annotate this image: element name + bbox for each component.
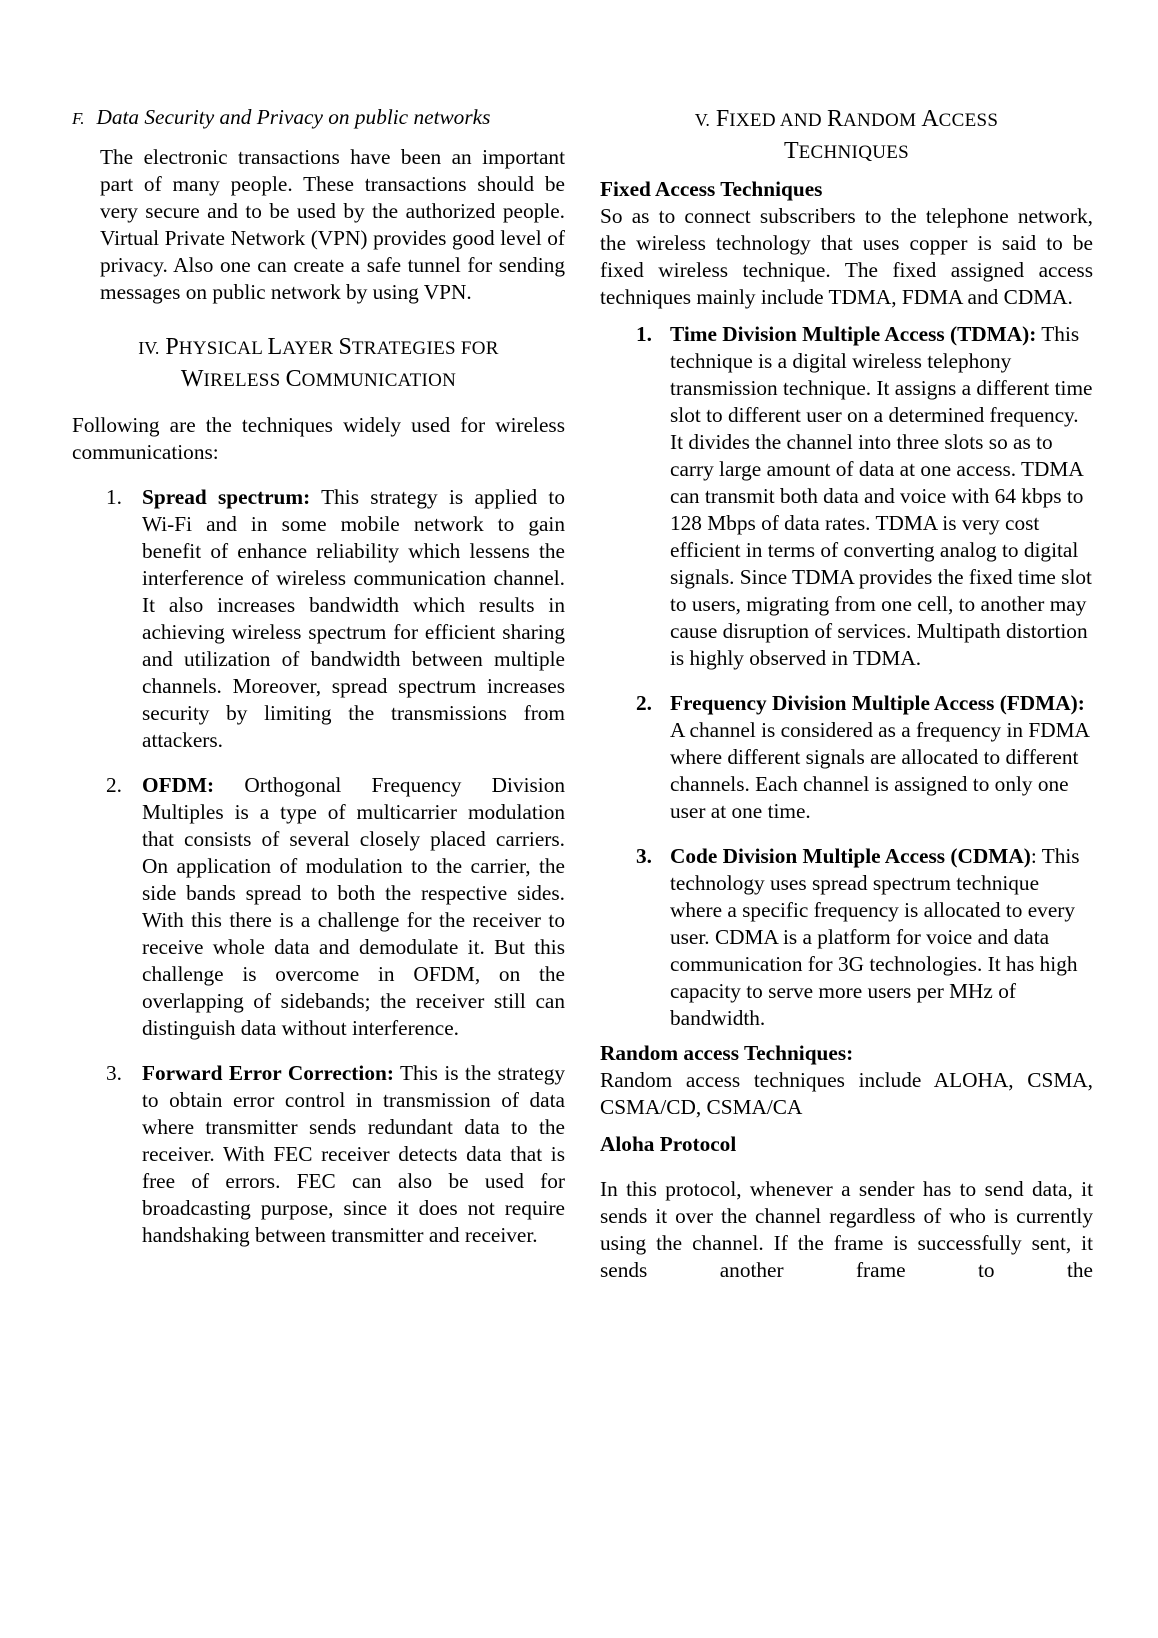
list-item-head: OFDM:: [142, 773, 215, 797]
list-item-number: 3.: [106, 1061, 122, 1085]
list-item-head: Frequency Division Multiple Access (FDMA):: [670, 691, 1085, 715]
list-item: [600, 321, 1093, 672]
list-item: [72, 772, 565, 1042]
section-iv-list: [72, 484, 565, 1249]
list-item: [72, 1060, 565, 1249]
list-item-number: 2.: [106, 773, 122, 797]
aloha-body: In this protocol, whenever a sender has to send data, it sends it over the channel regardless of who is currently using the channel. If the frame is successfully sent, it sends another frame to the: [600, 1177, 1093, 1282]
section-iv-title-p2-rest: AYER: [282, 338, 339, 359]
fixed-access-list: [600, 321, 1093, 1032]
random-access-body: Random access techniques include ALOHA, CSMA, CSMA/CD, CSMA/CA: [600, 1068, 1093, 1119]
right-column: [600, 100, 1093, 1284]
section-v-t3-rest: CCESS: [938, 110, 999, 131]
random-access-heading: Random access Techniques:: [600, 1041, 854, 1065]
section-iv-number: IV.: [138, 338, 160, 358]
list-item: [600, 843, 1093, 1032]
section-v-t1-rest: IXED AND: [729, 110, 827, 131]
section-v-t3-first: A: [921, 106, 939, 132]
list-item-head: Time Division Multiple Access (TDMA):: [670, 322, 1037, 346]
list-item-text: This strategy is applied to Wi-Fi and in some mobile network to gain benefit of enhance reliability which lessens the interference of wireless communication channel. It also increases bandwidth which results in achieving wireless spectrum for efficient sharing and utilization of bandwidth between multiple channels. Moreover, spread spectrum increases security by limiting the transmissions from attackers.: [142, 485, 565, 752]
section-v-t4-first: T: [783, 138, 799, 164]
section-iv-heading: [72, 332, 565, 396]
list-item-head: Forward Error Correction:: [142, 1061, 394, 1085]
list-item-head: Code Division Multiple Access (CDMA): [670, 844, 1031, 868]
list-item: [600, 690, 1093, 825]
list-item-head: Spread spectrum:: [142, 485, 311, 509]
list-item-number: 1.: [106, 485, 122, 509]
aloha-heading: Aloha Protocol: [600, 1132, 737, 1156]
section-v-t4-rest: ECHNIQUES: [798, 142, 910, 163]
section-iv-title-p3-first: S: [338, 334, 352, 360]
section-v-t2-first: R: [826, 106, 843, 132]
section-v-heading: [600, 104, 1093, 168]
subsection-heading-f: [72, 104, 565, 132]
section-iv-title-p3-rest: TRATEGIES FOR: [351, 338, 499, 359]
list-item-text: A channel is considered as a frequency in FDMA where different signals are allocated to different channels. Each channel is assigned to only one user at one time.: [670, 718, 1089, 823]
section-iv-title-p5-first: C: [285, 366, 302, 392]
subsection-title: Data Security and Privacy on public networks: [96, 105, 491, 129]
list-item-number: 2.: [636, 691, 652, 715]
section-iv-title-p1-rest: HYSICAL: [178, 338, 268, 359]
list-item-number: 3.: [636, 844, 652, 868]
list-item-number: 1.: [636, 322, 652, 346]
list-item-text: This technique is a digital wireless telephony transmission technique. It assigns a different time slot to different user on a determined frequency. It divides the channel into three slots so as to carry large amount of data at one access. TDMA can transmit both data and voice with 64 kbps to 128 Mbps of data rates. TDMA is very cost efficient in terms of converting analog to digital signals. Since TDMA provides the fixed time slot to users, migrating from one cell, to another may cause disruption of services. Multipath distortion is highly observed in TDMA.: [670, 322, 1093, 670]
fixed-access-body: So as to connect subscribers to the telephone network, the wireless technology that uses copper is said to be fixed wireless technique. The fixed assigned access techniques mainly include TDMA, FDMA and CDMA.: [600, 204, 1093, 309]
section-iv-intro: Following are the techniques widely used for wireless communications:: [72, 413, 565, 464]
list-item-text: Orthogonal Frequency Division Multiples is a type of multicarrier modulation that consists of several closely placed carriers. On application of modulation to the carrier, the side bands spread to both the respective sides. With this there is a challenge for the receiver to receive whole data and demodulate it. But this challenge is overcome in OFDM, on the overlapping of sidebands; the receiver still can distinguish data without interference.: [142, 773, 565, 1040]
section-v-t2-rest: ANDOM: [842, 110, 922, 131]
section-iv-title-p5-rest: OMMUNICATION: [301, 370, 457, 391]
list-item: [72, 484, 565, 754]
section-v-t1-first: F: [715, 106, 730, 132]
section-iv-title-p4-first: W: [180, 366, 204, 392]
section-iv-title-p4-rest: IRELESS: [203, 370, 286, 391]
subsection-body: The electronic transactions have been an important part of many people. These transactions should be very secure and to be used by the authorized people. Virtual Private Network (VPN) provides good level of privacy. Also one can create a safe tunnel for sending messages on public network by using VPN.: [100, 145, 565, 304]
list-item-text: : This technology uses spread spectrum technique where a specific frequency is allocated to every user. CDMA is a platform for voice and data communication for 3G technologies. It has high capacity to serve more users per MHz of bandwidth.: [670, 844, 1080, 1030]
section-iv-title-p2-first: L: [267, 334, 283, 360]
subsection-letter: F.: [72, 109, 85, 128]
section-iv-title-p1-first: P: [165, 334, 179, 360]
left-column: [72, 100, 565, 1267]
section-v-number: V.: [694, 110, 710, 130]
list-item-text: This is the strategy to obtain error control in transmission of data where transmitter sends redundant data to the receiver. With FEC receiver detects data that is free of errors. FEC can also be used for broadcasting purpose, since it does not require handshaking between transmitter and receiver.: [142, 1061, 565, 1247]
fixed-access-heading: Fixed Access Techniques: [600, 177, 823, 201]
